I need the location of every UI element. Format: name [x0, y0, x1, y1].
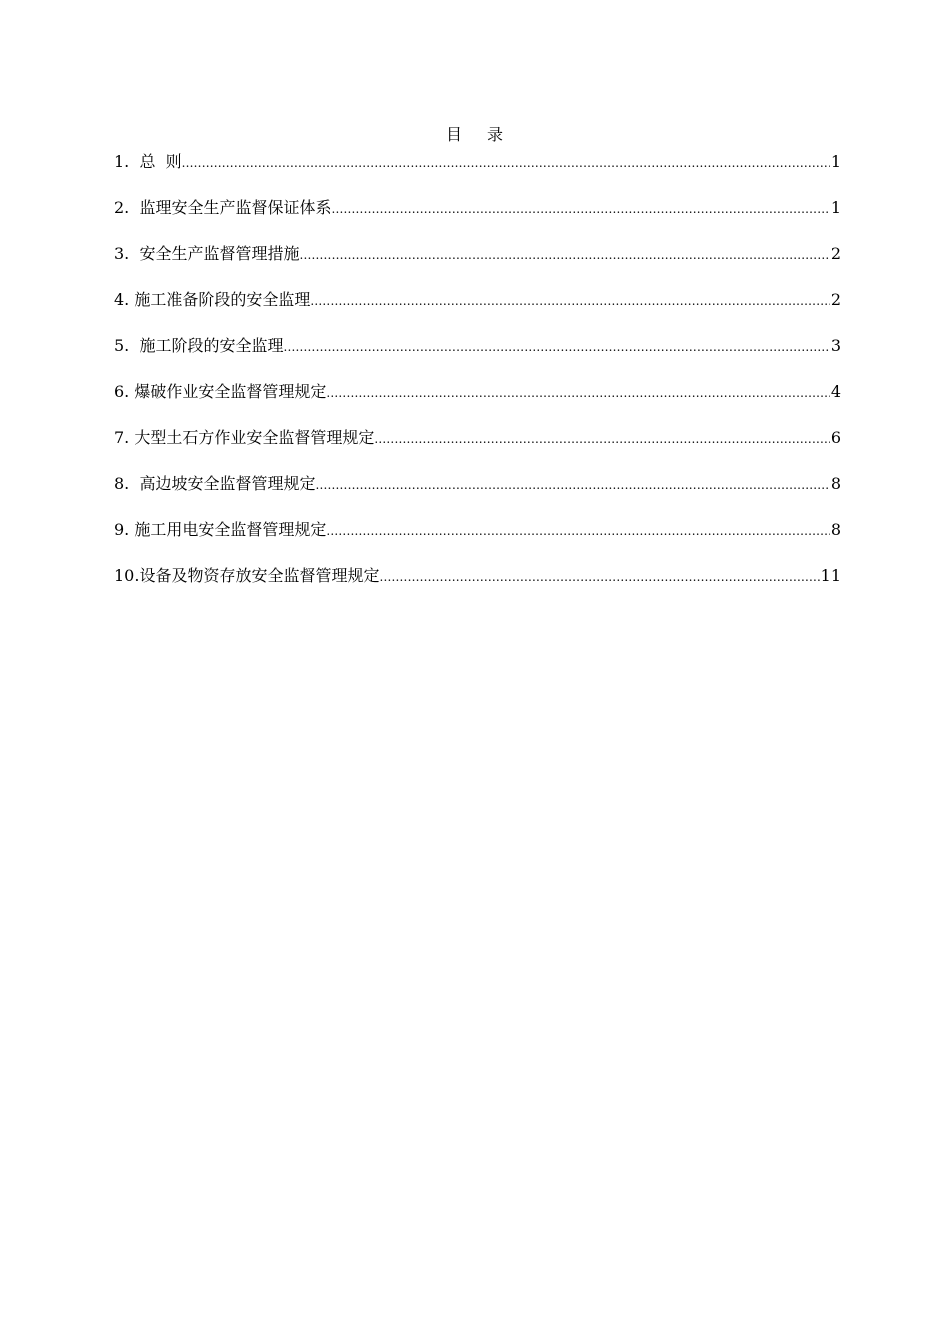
toc-entry-text: 总 则 — [139, 152, 182, 171]
toc-dot-leader — [299, 243, 829, 267]
toc-entry-number: 7. — [114, 428, 135, 447]
toc-entry-number: 6. — [114, 382, 135, 401]
toc-page-number: 2 — [830, 244, 841, 263]
toc-entry-text: 高边坡安全监督管理规定 — [139, 474, 316, 493]
toc-entry-7[interactable] — [114, 426, 841, 472]
toc-entry-text: 爆破作业安全监督管理规定 — [134, 382, 327, 401]
toc-entry-number: 10. — [114, 566, 140, 585]
toc-dot-leader — [374, 427, 829, 451]
toc-dot-leader — [331, 197, 829, 221]
toc-entry-text: 监理安全生产监督保证体系 — [139, 198, 332, 217]
toc-page-number: 8 — [830, 474, 841, 493]
toc-entry-number: 2. — [114, 198, 140, 217]
toc-dot-leader — [326, 519, 829, 543]
toc-dot-leader — [283, 335, 829, 359]
toc-entry-10[interactable] — [114, 564, 841, 610]
toc-entry-number: 3. — [114, 244, 140, 263]
toc-entry-1[interactable] — [114, 150, 841, 196]
toc-entry-text: 大型土石方作业安全监督管理规定 — [134, 428, 375, 447]
toc-dot-leader — [182, 151, 830, 175]
toc-page-number: 3 — [830, 336, 841, 355]
toc-page-number: 11 — [820, 566, 841, 585]
toc-entry-number: 8. — [114, 474, 140, 493]
toc-page-number: 6 — [830, 428, 841, 447]
toc-entry-2[interactable] — [114, 196, 841, 242]
toc-page-number: 1 — [830, 198, 841, 217]
toc-page-number: 2 — [830, 290, 841, 309]
toc-title-left: 目 — [445, 125, 463, 144]
toc-entry-9[interactable] — [114, 518, 841, 564]
toc-entry-4[interactable] — [114, 288, 841, 334]
toc-entry-8[interactable] — [114, 472, 841, 518]
toc-entry-text: 施工阶段的安全监理 — [139, 336, 284, 355]
toc-entry-text: 施工用电安全监督管理规定 — [134, 520, 327, 539]
toc-entry-5[interactable] — [114, 334, 841, 380]
toc-entry-number: 4. — [114, 290, 135, 309]
toc-page-number: 1 — [830, 152, 841, 171]
toc-entry-text: 设备及物资存放安全监督管理规定 — [139, 566, 380, 585]
toc-entry-number: 9. — [114, 520, 135, 539]
toc-title — [0, 124, 950, 146]
toc-dot-leader — [326, 381, 829, 405]
toc-entry-number: 5. — [114, 336, 140, 355]
toc-dot-leader — [315, 473, 829, 497]
toc-title-right: 录 — [487, 125, 505, 144]
toc-entry-text: 施工准备阶段的安全监理 — [134, 290, 311, 309]
toc-entry-text: 安全生产监督管理措施 — [139, 244, 300, 263]
toc-entry-number: 1. — [114, 152, 140, 171]
toc-entry-3[interactable] — [114, 242, 841, 288]
toc-dot-leader — [379, 565, 819, 589]
toc-entry-6[interactable] — [114, 380, 841, 426]
toc-page-number: 8 — [830, 520, 841, 539]
toc-dot-leader — [310, 289, 829, 313]
toc-list — [114, 150, 841, 610]
toc-page-number: 4 — [830, 382, 841, 401]
